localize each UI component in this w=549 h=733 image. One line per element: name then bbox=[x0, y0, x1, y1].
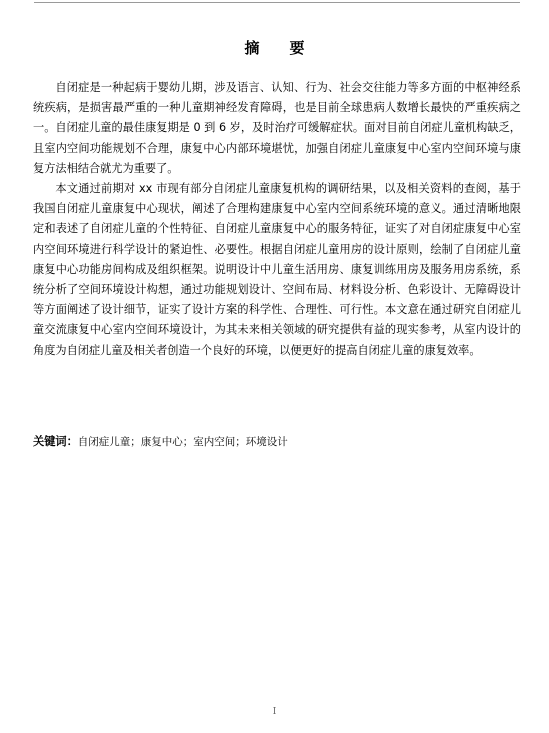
abstract-paragraph-2: 本文通过前期对 xx 市现有部分自闭症儿童康复机构的调研结果，以及相关资料的查阅，基于我国自闭症儿童康复中心现状，阐述了合理构建康复中心室内空间系统环境的意义。通过清晰地限定和表述了自闭症儿童的个性特征、自闭症儿童康复中心的服务特征，证实了对自闭症康复中心室内空间环境进行科学设计的紧迫性、必要性。根据自闭症儿童用房的设计原则，绘制了自闭症儿童康复中心功能房间构成及组织框架。说明设计中儿童生活用房、康复训练用房及服务用房系统，系统分析了空间环境设计构想，通过功能规划设计、空间布局、材料设分析、色彩设计、无障碍设计等方面阐述了设计细节，证实了设计方案的科学性、合理性、可行性。本文意在通过研究自闭症儿童交流康复中心室内空间环境设计，为其未来相关领域的研究提供有益的现实参考，从室内设计的角度为自闭症儿童及相关者创造一个良好的环境，以便更好的提高自闭症儿童的康复效率。 bbox=[33, 182, 521, 357]
abstract-body bbox=[33, 78, 521, 361]
page-number: I bbox=[272, 707, 277, 717]
abstract-paragraph-1: 自闭症是一种起病于婴幼儿期，涉及语言、认知、行为、社会交往能力等多方面的中枢神经系统疾病，是损害最严重的一种儿童期神经发育障碍，也是目前全球患病人数增长最快的严重疾病之一。自闭症儿童的最佳康复期是 0 到 6 岁，及时治疗可缓解症状。面对目前自闭症儿童机构缺乏，且室内空间功能规划不合理，康复中心内部环境堪忧，加强自闭症儿童康复中心室内空间环境与康复方法相结合就尤为重要了。 bbox=[33, 81, 521, 175]
keywords-values: 自闭症儿童；康复中心；室内空间；环境设计 bbox=[77, 436, 288, 448]
header-rule bbox=[34, 2, 520, 3]
abstract-title: 摘要 bbox=[244, 39, 335, 57]
keywords-line bbox=[33, 432, 521, 452]
keywords-label: 关键词： bbox=[33, 435, 78, 448]
